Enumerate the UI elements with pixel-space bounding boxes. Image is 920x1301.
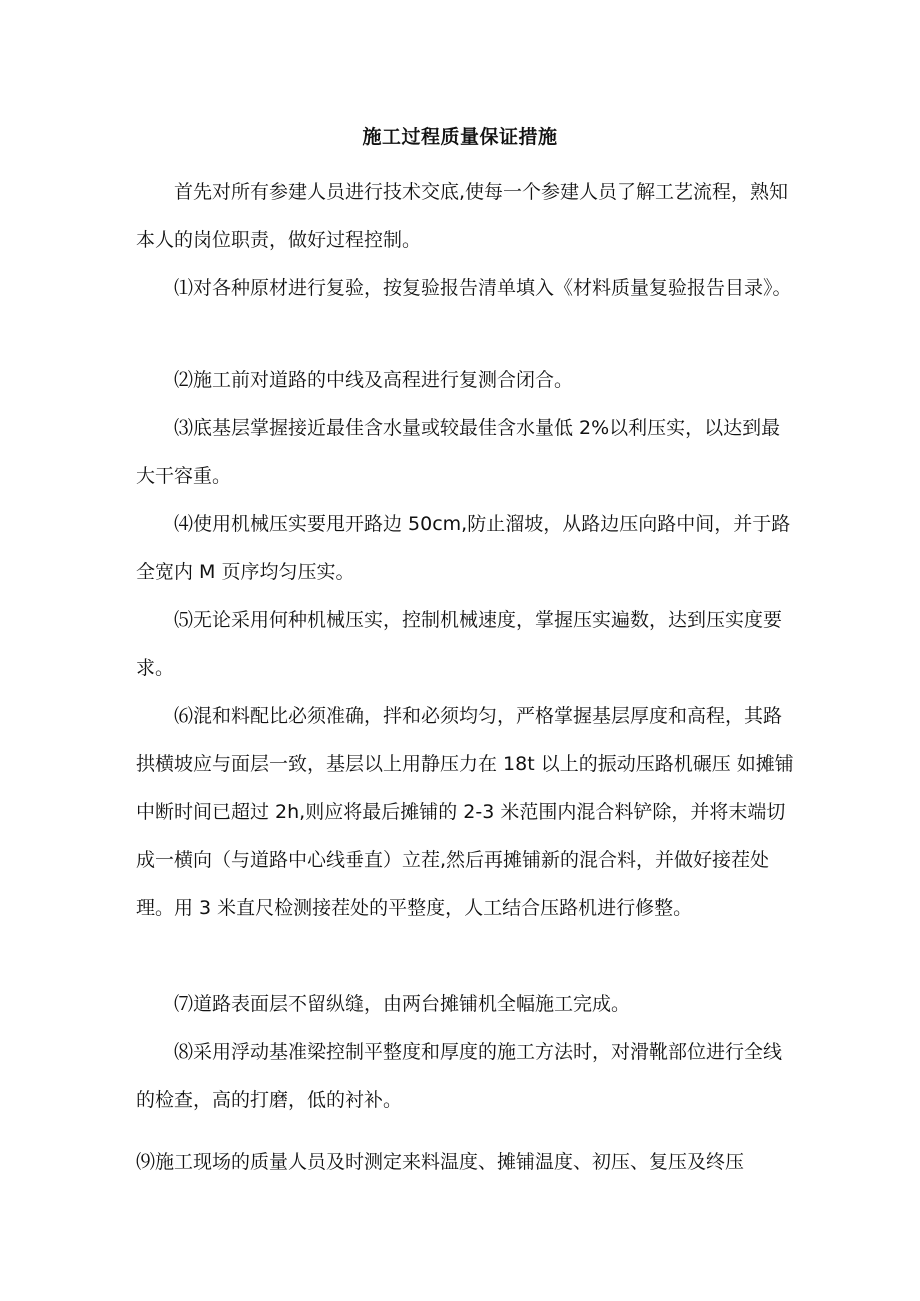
paragraph-item-3: ⑶底基层掌握接近最佳含水量或较最佳含水量低 2%以利压实，以达到最大干容重。: [136, 417, 781, 487]
paragraph-item-8: ⑻采用浮动基准梁控制平整度和厚度的施工方法时，对滑靴部位进行全线的检查，高的打磨，低的衬补。: [136, 1041, 783, 1111]
paragraph-item-9: ⑼施工现场的质量人员及时测定来料温度、摊铺温度、初压、复压及终压: [136, 1151, 745, 1173]
page-title: 施工过程质量保证措施: [362, 126, 558, 148]
paragraph-item-4: ⑷使用机械压实要甩开路边 50cm,防止溜坡，从路边压向路中间，并于路全宽内 M 页序均匀压实。: [136, 513, 791, 583]
paragraph-item-1: ⑴对各种原材进行复验，按复验报告清单填入《材料质量复验报告目录》。: [174, 277, 792, 299]
paragraph-item-6: ⑹混和料配比必须准确，拌和必须均匀，严格掌握基层厚度和高程，其路拱横坡应与面层一致，基层以上用静压力在 18t 以上的振动压路机碾压 如摊铺中断时间已超过 2h,则应将最后摊铺的 2-3 米范围内混合料铲除，并将末端切成一横向（与道路中心线垂直）立茬,然后再摊铺新的混合料，并做好接茬处理。用 3 米直尺检测接茬处的平整度，人工结合压路机进行修整。: [136, 705, 794, 919]
paragraph-item-5: ⑸无论采用何种机械压实，控制机械速度，掌握压实遍数，达到压实度要求。: [136, 609, 783, 679]
paragraph-item-7: ⑺道路表面层不留纵缝，由两台摊铺机全幅施工完成。: [174, 993, 631, 1015]
paragraph-intro: 首先对所有参建人员进行技术交底,使每一个参建人员了解工艺流程，熟知本人的岗位职责，做好过程控制。: [136, 181, 789, 251]
paragraph-item-2: ⑵施工前对道路的中线及高程进行复测合闭合。: [174, 369, 574, 391]
